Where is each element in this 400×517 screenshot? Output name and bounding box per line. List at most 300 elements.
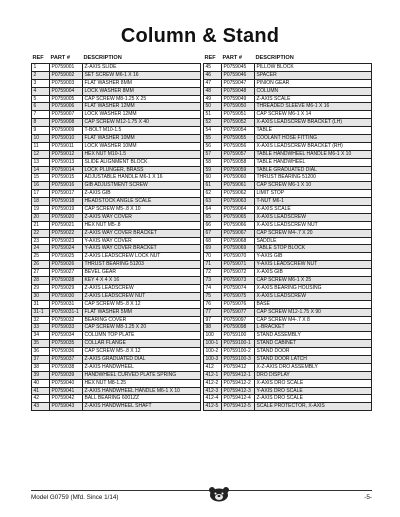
description-cell: CAP SCREW M8-1.25 X 20: [83, 324, 201, 332]
ref-cell: 412-3: [204, 388, 222, 396]
part-number-cell: P0759031-1: [50, 309, 83, 317]
table-row: [204, 111, 372, 119]
part-number-cell: P0759052: [222, 119, 255, 127]
ref-cell: 69: [204, 245, 222, 253]
table-row: [32, 198, 201, 206]
ref-cell: 37: [32, 356, 50, 364]
description-cell: CAP SCREW M5-.8 X 10: [83, 206, 201, 214]
description-cell: HEX NUT M5-.8: [83, 222, 201, 230]
ref-cell: 35: [32, 340, 50, 348]
part-number-cell: P0759004: [50, 88, 83, 96]
ref-cell: 26: [32, 261, 50, 269]
description-cell: HEX NUT M8-1.25: [83, 380, 201, 388]
description-cell: THRUST BEARING 51203: [83, 261, 201, 269]
table-row: [204, 230, 372, 238]
table-row: [32, 230, 201, 238]
table-rows: [31, 63, 201, 411]
description-cell: Z-AXIS GIB: [83, 190, 201, 198]
part-number-cell: P0759027: [50, 269, 83, 277]
part-number-cell: P0759031: [50, 301, 83, 309]
table-row: [32, 380, 201, 388]
part-number-cell: P0759007: [50, 111, 83, 119]
page-number: -5-: [364, 494, 372, 501]
ref-cell: 28: [32, 277, 50, 285]
table-row: [204, 143, 372, 151]
description-cell: FLAT WASHER 5MM: [83, 309, 201, 317]
part-number-cell: P0759018: [50, 198, 83, 206]
ref-cell: 61: [204, 182, 222, 190]
description-cell: DRO DISPLAY: [255, 372, 372, 380]
table-row: [32, 72, 201, 80]
part-number-cell: P0759037: [50, 356, 83, 364]
table-row: [32, 309, 201, 317]
table-row: [32, 356, 201, 364]
description-cell: L-BRACKET: [255, 324, 372, 332]
description-cell: Z-AXIS HANDWHEEL HANDLE M6-1 X 10: [83, 388, 201, 396]
table-header: [31, 54, 201, 63]
description-cell: Z-AXIS SLIDE: [83, 64, 201, 72]
table-row: [32, 167, 201, 175]
description-cell: Y-AXIS WAY COVER BRACKET: [83, 245, 201, 253]
description-cell: LIMIT STOP: [255, 190, 372, 198]
table-row: [32, 119, 201, 127]
ref-cell: 6: [32, 103, 50, 111]
ref-cell: 4: [32, 88, 50, 96]
description-cell: LOCK WASHER 12MM: [83, 111, 201, 119]
ref-cell: 41: [32, 388, 50, 396]
table-row: [32, 372, 201, 380]
description-cell: BEVEL GEAR: [83, 269, 201, 277]
table-header: [203, 54, 372, 63]
ref-cell: 8: [32, 119, 50, 127]
description-cell: Z-AXIS LEADSCREW LOCK NUT: [83, 253, 201, 261]
ref-cell: 51: [204, 111, 222, 119]
table-row: [204, 190, 372, 198]
part-number-cell: P0759070: [222, 253, 255, 261]
ref-cell: 20: [32, 214, 50, 222]
page-title: Column & Stand: [120, 25, 280, 47]
description-cell: Y-AXIS WAY COVER: [83, 238, 201, 246]
table-row: [32, 151, 201, 159]
description-cell: T-BOLT M10-1.5: [83, 127, 201, 135]
table-row: [204, 206, 372, 214]
part-number-cell: P0759026: [50, 261, 83, 269]
table-row: [32, 340, 201, 348]
part-number-cell: P0759020: [50, 214, 83, 222]
part-number-cell: P0759030: [50, 293, 83, 301]
ref-cell: 22: [32, 230, 50, 238]
description-cell: ADJUSTABLE HANDLE M6-1 X 16: [83, 174, 201, 182]
part-number-cell: P0759022: [50, 230, 83, 238]
description-cell: CAP SCREW M5-.8 X 12: [83, 301, 201, 309]
description-cell: KEY 4 X 4 X 16: [83, 277, 201, 285]
ref-cell: 67: [204, 230, 222, 238]
table-row: [204, 245, 372, 253]
part-number-cell: P0759054: [222, 127, 255, 135]
part-number-cell: P0759056: [222, 143, 255, 151]
part-number-cell: P0759024: [50, 245, 83, 253]
part-number-cell: P0759048: [222, 88, 255, 96]
table-row: [204, 403, 372, 411]
description-cell: LOCK WASHER 10MM: [83, 143, 201, 151]
description-cell: Z-AXIS HANDWHEEL SHAFT: [83, 403, 201, 411]
ref-cell: 98: [204, 324, 222, 332]
part-number-cell: P0759076: [222, 301, 255, 309]
ref-cell: 62: [204, 190, 222, 198]
ref-cell: 57: [204, 151, 222, 159]
description-cell: TABLE HANDWHEEL HANDLE M6-1 X 10: [255, 151, 372, 159]
ref-cell: 15: [32, 174, 50, 182]
table-row: [204, 222, 372, 230]
description-cell: FLAT WASHER 12MM: [83, 103, 201, 111]
description-cell: Z-AXIS WAY COVER: [83, 214, 201, 222]
description-cell: GIB ADJUSTMENT SCREW: [83, 182, 201, 190]
table-row: [204, 277, 372, 285]
ref-cell: 10: [32, 135, 50, 143]
description-cell: CAP SCREW M4-.7 X 20: [255, 230, 372, 238]
table-row: [32, 80, 201, 88]
ref-cell: 68: [204, 238, 222, 246]
table-row: [204, 88, 372, 96]
parts-table-right: [203, 54, 372, 411]
table-row: [32, 395, 201, 403]
ref-cell: 75: [204, 293, 222, 301]
ref-cell: 43: [32, 403, 50, 411]
part-number-cell: P0759008: [50, 119, 83, 127]
description-cell: BASE: [255, 301, 372, 309]
table-row: [204, 324, 372, 332]
description-cell: Y-AXIS GIB: [255, 253, 372, 261]
part-number-cell: P0759075: [222, 293, 255, 301]
description-cell: BEARING COVER: [83, 317, 201, 325]
description-cell: CAP SCREW M12-1.75 X 40: [83, 119, 201, 127]
table-row: [32, 182, 201, 190]
table-row: [204, 80, 372, 88]
description-cell: STAND DOOR LATCH: [255, 356, 372, 364]
ref-cell: 412: [204, 364, 222, 372]
table-row: [32, 324, 201, 332]
ref-cell: 100-3: [204, 356, 222, 364]
ref-cell: 1: [32, 64, 50, 72]
part-number-cell: P0759033: [50, 324, 83, 332]
ref-cell: 52: [204, 119, 222, 127]
description-cell: CAP SCREW M4-.7 X 8: [255, 317, 372, 325]
ref-cell: 39: [32, 372, 50, 380]
ref-cell: 60: [204, 174, 222, 182]
table-row: [204, 317, 372, 325]
ref-cell: 25: [32, 253, 50, 261]
part-number-cell: P0759074: [222, 285, 255, 293]
description-cell: COLUMN TOP PLATE: [83, 332, 201, 340]
table-row: [204, 285, 372, 293]
part-number-cell: P0759051: [222, 111, 255, 119]
description-cell: TABLE HANDWHEEL: [255, 159, 372, 167]
part-number-cell: P0759040: [50, 380, 83, 388]
part-number-cell: P0759047: [222, 80, 255, 88]
part-number-cell: P0759001: [50, 64, 83, 72]
table-row: [32, 348, 201, 356]
ref-cell: 55: [204, 135, 222, 143]
table-row: [204, 198, 372, 206]
description-cell: THREADED SLEEVE M6-1 X 16: [255, 103, 372, 111]
ref-cell: 50: [204, 103, 222, 111]
table-row: [32, 143, 201, 151]
table-row: [32, 111, 201, 119]
ref-cell: 13: [32, 159, 50, 167]
part-number-cell: P0759013: [50, 159, 83, 167]
table-row: [204, 103, 372, 111]
description-cell: TABLE GRADUATED DIAL: [255, 167, 372, 175]
description-cell: Y-AXIS LEADSCREW NUT: [255, 261, 372, 269]
part-number-cell: P0759059: [222, 167, 255, 175]
description-cell: X-Z-AXIS DRO ASSEMBLY: [255, 364, 372, 372]
ref-cell: 72: [204, 269, 222, 277]
parts-table-left: [31, 54, 201, 411]
table-row: [32, 317, 201, 325]
description-cell: X-AXIS LEADSCREW BRACKET (RH): [255, 143, 372, 151]
table-row: [204, 380, 372, 388]
table-row: [32, 96, 201, 104]
ref-cell: 42: [32, 395, 50, 403]
table-row: [204, 182, 372, 190]
ref-cell: 73: [204, 277, 222, 285]
description-cell: Z-AXIS LEADSCREW: [83, 285, 201, 293]
ref-cell: 38: [32, 364, 50, 372]
description-cell: SET SCREW M6-1 X 16: [83, 72, 201, 80]
table-row: [204, 64, 372, 72]
table-row: [32, 135, 201, 143]
table-row: [204, 364, 372, 372]
part-number-cell: P0759019: [50, 206, 83, 214]
description-cell: FLAT WASHER 8MM: [83, 80, 201, 88]
table-row: [32, 261, 201, 269]
table-row: [204, 159, 372, 167]
ref-cell: 63: [204, 198, 222, 206]
ref-cell: 100-2: [204, 348, 222, 356]
description-cell: CAP SCREW M12-1.75 X 90: [255, 309, 372, 317]
part-number-cell: P0759005: [50, 96, 83, 104]
description-cell: X-AXIS SCALE: [255, 206, 372, 214]
description-cell: T-NUT M6-1: [255, 198, 372, 206]
part-number-cell: P0759069: [222, 245, 255, 253]
description-cell: COLUMN: [255, 88, 372, 96]
ref-cell: 49: [204, 96, 222, 104]
part-number-cell: P0759097: [222, 317, 255, 325]
description-cell: X-AXIS GIB: [255, 269, 372, 277]
part-header: PART #: [50, 55, 70, 61]
description-cell: TABLE STOP BLOCK: [255, 245, 372, 253]
part-number-cell: P0759100-3: [222, 356, 255, 364]
part-number-cell: P0759028: [50, 277, 83, 285]
part-number-cell: P0759046: [222, 72, 255, 80]
part-number-cell: P0759023: [50, 238, 83, 246]
ref-cell: 100: [204, 332, 222, 340]
table-row: [204, 293, 372, 301]
ref-cell: 58: [204, 159, 222, 167]
table-row: [32, 174, 201, 182]
table-row: [32, 332, 201, 340]
part-number-cell: P0759035: [50, 340, 83, 348]
part-number-cell: P0759049: [222, 96, 255, 104]
part-number-cell: P0759012: [50, 151, 83, 159]
description-cell: PILLOW BLOCK: [255, 64, 372, 72]
part-number-cell: P0759036: [50, 348, 83, 356]
ref-cell: 74: [204, 285, 222, 293]
table-row: [32, 214, 201, 222]
part-header: PART #: [222, 55, 242, 61]
table-row: [204, 269, 372, 277]
ref-cell: 45: [204, 64, 222, 72]
table-row: [32, 269, 201, 277]
description-cell: THRUST BEARING 51200: [255, 174, 372, 182]
ref-cell: 77: [204, 309, 222, 317]
table-row: [32, 222, 201, 230]
part-number-cell: P0759100: [222, 332, 255, 340]
table-row: [204, 151, 372, 159]
part-number-cell: P0759412-2: [222, 380, 255, 388]
description-cell: SPACER: [255, 72, 372, 80]
ref-cell: 76: [204, 301, 222, 309]
part-number-cell: P0759071: [222, 261, 255, 269]
part-number-cell: P0759029: [50, 285, 83, 293]
ref-cell: 59: [204, 167, 222, 175]
description-cell: X-AXIS LEADSCREW: [255, 214, 372, 222]
description-cell: STAND ASSEMBLY: [255, 332, 372, 340]
ref-cell: 30: [32, 293, 50, 301]
ref-cell: 9: [32, 127, 50, 135]
part-number-cell: P0759100-2: [222, 348, 255, 356]
description-cell: Y-AXIS DRO SCALE: [255, 388, 372, 396]
part-number-cell: P0759039: [50, 372, 83, 380]
page-footer: [31, 490, 372, 503]
ref-cell: 33: [32, 324, 50, 332]
description-cell: STAND CABINET: [255, 340, 372, 348]
part-number-cell: P0759034: [50, 332, 83, 340]
table-row: [204, 372, 372, 380]
ref-cell: 5: [32, 96, 50, 104]
table-row: [32, 277, 201, 285]
description-header: DESCRIPTION: [255, 55, 294, 61]
table-row: [32, 245, 201, 253]
part-number-cell: P0759055: [222, 135, 255, 143]
table-row: [204, 174, 372, 182]
part-number-cell: P0759032: [50, 317, 83, 325]
part-number-cell: P0759015: [50, 174, 83, 182]
ref-cell: 70: [204, 253, 222, 261]
ref-cell: 24: [32, 245, 50, 253]
part-number-cell: P0759041: [50, 388, 83, 396]
ref-cell: 31: [32, 301, 50, 309]
table-row: [204, 135, 372, 143]
description-cell: Z-AXIS GRADUATED DIAL: [83, 356, 201, 364]
part-number-cell: P0759021: [50, 222, 83, 230]
ref-cell: 21: [32, 222, 50, 230]
ref-cell: 412-5: [204, 403, 222, 411]
ref-cell: 65: [204, 214, 222, 222]
ref-cell: 34: [32, 332, 50, 340]
part-number-cell: P0759066: [222, 222, 255, 230]
ref-cell: 66: [204, 222, 222, 230]
bear-logo-icon: [207, 486, 231, 502]
description-cell: X-AXIS BEARING HOUSING: [255, 285, 372, 293]
description-cell: SLIDE ALIGNMENT BLOCK: [83, 159, 201, 167]
ref-cell: 56: [204, 143, 222, 151]
part-number-cell: P0759038: [50, 364, 83, 372]
description-cell: Z-AXIS SCALE: [255, 96, 372, 104]
part-number-cell: P0759058: [222, 159, 255, 167]
ref-cell: 11: [32, 143, 50, 151]
table-rows: [203, 63, 372, 411]
part-number-cell: P0759060: [222, 174, 255, 182]
part-number-cell: P0759412-3: [222, 388, 255, 396]
part-number-cell: P0759098: [222, 324, 255, 332]
description-cell: LOCK PLUNGER, BRASS: [83, 167, 201, 175]
table-row: [32, 364, 201, 372]
ref-cell: 40: [32, 380, 50, 388]
ref-cell: 14: [32, 167, 50, 175]
description-cell: BALL BEARING 6001ZZ: [83, 395, 201, 403]
ref-cell: 7: [32, 111, 50, 119]
part-number-cell: P0759073: [222, 277, 255, 285]
table-row: [204, 72, 372, 80]
part-number-cell: P0759042: [50, 395, 83, 403]
description-cell: SCALE PROTECTOR, X-AXIS: [255, 403, 372, 411]
description-cell: CAP SCREW M8-1.25 X 25: [83, 96, 201, 104]
part-number-cell: P0759011: [50, 143, 83, 151]
table-row: [32, 388, 201, 396]
part-number-cell: P0759002: [50, 72, 83, 80]
part-number-cell: P0759061: [222, 182, 255, 190]
ref-cell: 29: [32, 285, 50, 293]
description-cell: X-AXIS DRO SCALE: [255, 380, 372, 388]
ref-cell: 32: [32, 317, 50, 325]
ref-cell: 64: [204, 206, 222, 214]
ref-cell: 412-2: [204, 380, 222, 388]
ref-cell: 16: [32, 182, 50, 190]
table-row: [204, 119, 372, 127]
model-label: Model G0759 (Mfd. Since 1/14): [31, 494, 119, 501]
table-row: [32, 253, 201, 261]
ref-cell: 48: [204, 88, 222, 96]
description-cell: SADDLE: [255, 238, 372, 246]
description-cell: HEADSTOCK ANGLE SCALE: [83, 198, 201, 206]
table-row: [204, 309, 372, 317]
part-number-cell: P0759062: [222, 190, 255, 198]
part-number-cell: P0759063: [222, 198, 255, 206]
part-number-cell: P0759412-5: [222, 403, 255, 411]
part-number-cell: P0759010: [50, 135, 83, 143]
table-row: [32, 301, 201, 309]
description-cell: PINION GEAR: [255, 80, 372, 88]
ref-cell: 12: [32, 151, 50, 159]
table-row: [204, 340, 372, 348]
ref-cell: 97: [204, 317, 222, 325]
description-cell: STAND DOOR: [255, 348, 372, 356]
description-cell: COLLAR FLANGE: [83, 340, 201, 348]
description-cell: Z-AXIS WAY COVER BRACKET: [83, 230, 201, 238]
description-cell: COOLANT HOSE FITTING: [255, 135, 372, 143]
table-row: [32, 206, 201, 214]
part-number-cell: P0759100-1: [222, 340, 255, 348]
part-number-cell: P0759412-4: [222, 395, 255, 403]
table-row: [204, 388, 372, 396]
part-number-cell: P0759412-1: [222, 372, 255, 380]
description-cell: HANDWHEEL CURVED PLATE SPRING: [83, 372, 201, 380]
table-row: [204, 395, 372, 403]
description-cell: Z-AXIS LEADSCREW NUT: [83, 293, 201, 301]
table-row: [204, 261, 372, 269]
part-number-cell: P0759003: [50, 80, 83, 88]
